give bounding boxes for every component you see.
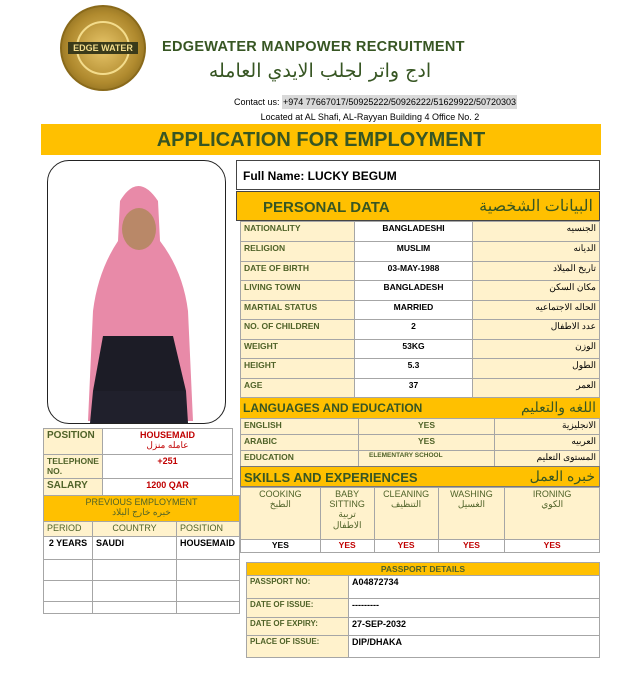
- location: Located at AL Shafi, AL-Rayyan Building 4 Office No. 2: [260, 112, 480, 122]
- skill-header: [505, 488, 600, 540]
- job-table: [43, 428, 233, 496]
- skill-label: BABY SITTING: [329, 489, 365, 509]
- col-country: COUNTRY: [93, 522, 177, 537]
- personal-row: [241, 320, 600, 340]
- skill-header: [241, 488, 321, 540]
- company-name: EDGEWATER MANPOWER RECRUITMENT: [162, 39, 465, 55]
- previous-employment-table: [43, 495, 240, 614]
- telephone-value: +251: [102, 455, 232, 479]
- personal-row: [241, 261, 600, 281]
- skill-header: [438, 488, 505, 540]
- personal-value: 2: [355, 320, 473, 340]
- passport-label: PLACE OF ISSUE:: [247, 636, 349, 658]
- skill-value: YES: [241, 540, 321, 553]
- previous-title-text: PREVIOUS EMPLOYMENT: [85, 497, 198, 507]
- personal-value: MARRIED: [355, 300, 473, 320]
- personal-row: [241, 222, 600, 242]
- personal-value: MUSLIM: [355, 242, 473, 262]
- language-label-ar: العربيه: [495, 435, 600, 451]
- personal-label: AGE: [241, 378, 355, 398]
- passport-row: [247, 599, 600, 618]
- languages-title-ar: اللغه والتعليم: [520, 399, 596, 415]
- skill-label-ar: تربية الاطفال: [332, 509, 362, 530]
- skill-label: WASHING: [450, 489, 493, 499]
- personal-row: [241, 378, 600, 398]
- passport-header-row: [247, 563, 600, 576]
- skill-value: YES: [374, 540, 438, 553]
- personal-data-title-ar: البيانات الشخصية: [479, 198, 593, 215]
- position-text: HOUSEMAID: [139, 430, 195, 440]
- previous-header-row: [44, 496, 240, 522]
- passport-label: DATE OF EXPIRY:: [247, 618, 349, 636]
- language-label: ENGLISH: [241, 419, 359, 435]
- personal-label-ar: الجنسيه: [473, 222, 600, 242]
- previous-position: HOUSEMAID: [177, 537, 240, 560]
- skill-value: YES: [438, 540, 505, 553]
- personal-label-ar: الوزن: [473, 339, 600, 359]
- skills-header: [240, 466, 600, 487]
- telephone-label: TELEPHONE NO.: [44, 455, 103, 479]
- personal-label-ar: تاريخ الميلاد: [473, 261, 600, 281]
- passport-row: [247, 618, 600, 636]
- language-value: YES: [359, 435, 495, 451]
- skill-label: COOKING: [259, 489, 302, 499]
- company-logo: [60, 5, 146, 91]
- previous-columns-row: [44, 522, 240, 537]
- personal-data-title: PERSONAL DATA: [263, 199, 390, 216]
- skills-title: SKILLS AND EXPERIENCES: [244, 470, 418, 485]
- contact-numbers: +974 77667017/50925222/50926222/51629922/50720303: [283, 97, 517, 107]
- personal-label-ar: مكان السكن: [473, 281, 600, 301]
- personal-value: 03-MAY-1988: [355, 261, 473, 281]
- page-title: APPLICATION FOR EMPLOYMENT: [41, 124, 601, 155]
- language-row: [241, 451, 600, 467]
- previous-country: SAUDI: [93, 537, 177, 560]
- skill-label: CLEANING: [383, 489, 430, 499]
- languages-table: [240, 418, 600, 467]
- language-label: EDUCATION: [241, 451, 359, 467]
- skill-label-ar: الغسيل: [457, 499, 486, 509]
- passport-row: [247, 576, 600, 599]
- previous-title: [44, 496, 240, 522]
- salary-row: [44, 479, 233, 496]
- previous-empty-row: [44, 560, 240, 581]
- personal-row: [241, 359, 600, 379]
- skills-table: [240, 487, 600, 553]
- skill-header: [320, 488, 374, 540]
- skill-label-ar: الطبخ: [269, 499, 291, 509]
- personal-row: [241, 339, 600, 359]
- position-value: [102, 429, 232, 455]
- skill-label-ar: الكوي: [541, 499, 564, 509]
- skill-value: YES: [320, 540, 374, 553]
- skill-label-ar: التنظيف: [391, 499, 422, 509]
- personal-label-ar: عدد الاطفال: [473, 320, 600, 340]
- position-label: POSITION: [44, 429, 103, 455]
- contact-line: [234, 97, 517, 107]
- contact-label: Contact us:: [234, 97, 283, 107]
- passport-value: 27-SEP-2032: [349, 618, 600, 636]
- skill-label: IRONING: [532, 489, 572, 499]
- skills-label-row: [241, 488, 600, 540]
- personal-value: 37: [355, 378, 473, 398]
- personal-label-ar: الطول: [473, 359, 600, 379]
- logo-text: EDGE WATER: [68, 42, 138, 54]
- full-name: Full Name: LUCKY BEGUM: [236, 160, 600, 190]
- language-value: ELEMENTARY SCHOOL: [359, 451, 495, 467]
- personal-data-table: [240, 221, 600, 398]
- language-row: [241, 419, 600, 435]
- language-label: ARABIC: [241, 435, 359, 451]
- applicant-photo: [47, 160, 226, 424]
- company-name-arabic: ادج واتر لجلب الايدي العامله: [208, 60, 432, 82]
- personal-label: NATIONALITY: [241, 222, 355, 242]
- skill-value: YES: [505, 540, 600, 553]
- languages-title: LANGUAGES AND EDUCATION: [243, 401, 423, 415]
- personal-value: BANGLADESHI: [355, 222, 473, 242]
- language-label-ar: الانجليزية: [495, 419, 600, 435]
- personal-label-ar: الديانه: [473, 242, 600, 262]
- personal-data-header: [236, 191, 600, 221]
- personal-label-ar: الحاله الاجتماعيه: [473, 300, 600, 320]
- language-label-ar: المستوى التعليم: [495, 451, 600, 467]
- personal-label: MARTIAL STATUS: [241, 300, 355, 320]
- position-row: [44, 429, 233, 455]
- telephone-row: [44, 455, 233, 479]
- person-photo-icon: [48, 161, 226, 424]
- language-value: YES: [359, 419, 495, 435]
- personal-row: [241, 281, 600, 301]
- passport-title: PASSPORT DETAILS: [247, 563, 600, 576]
- personal-label: NO. OF CHILDREN: [241, 320, 355, 340]
- personal-row: [241, 300, 600, 320]
- language-row: [241, 435, 600, 451]
- personal-value: 5.3: [355, 359, 473, 379]
- personal-label: DATE OF BIRTH: [241, 261, 355, 281]
- previous-empty-row: [44, 602, 240, 614]
- personal-label: LIVING TOWN: [241, 281, 355, 301]
- personal-value: 53KG: [355, 339, 473, 359]
- col-position: POSITION: [177, 522, 240, 537]
- personal-label: WEIGHT: [241, 339, 355, 359]
- passport-row: [247, 636, 600, 658]
- salary-value: 1200 QAR: [102, 479, 232, 496]
- passport-value: DIP/DHAKA: [349, 636, 600, 658]
- personal-row: [241, 242, 600, 262]
- skills-title-ar: خبره العمل: [529, 468, 595, 484]
- personal-label: RELIGION: [241, 242, 355, 262]
- skills-value-row: [241, 540, 600, 553]
- col-period: PERIOD: [44, 522, 93, 537]
- passport-label: PASSPORT NO:: [247, 576, 349, 599]
- personal-label: HEIGHT: [241, 359, 355, 379]
- previous-empty-row: [44, 581, 240, 602]
- personal-value: BANGLADESH: [355, 281, 473, 301]
- previous-period: 2 YEARS: [44, 537, 93, 560]
- languages-header: [240, 398, 600, 418]
- passport-label: DATE OF ISSUE:: [247, 599, 349, 618]
- passport-table: [246, 562, 600, 658]
- previous-title-ar: خبره خارج البلاد: [112, 507, 171, 517]
- position-text-ar: عامله منزل: [146, 440, 189, 450]
- passport-value: A04872734: [349, 576, 600, 599]
- personal-label-ar: العمر: [473, 378, 600, 398]
- skill-header: [374, 488, 438, 540]
- previous-row: [44, 537, 240, 560]
- salary-label: SALARY: [44, 479, 103, 496]
- passport-value: ---------: [349, 599, 600, 618]
